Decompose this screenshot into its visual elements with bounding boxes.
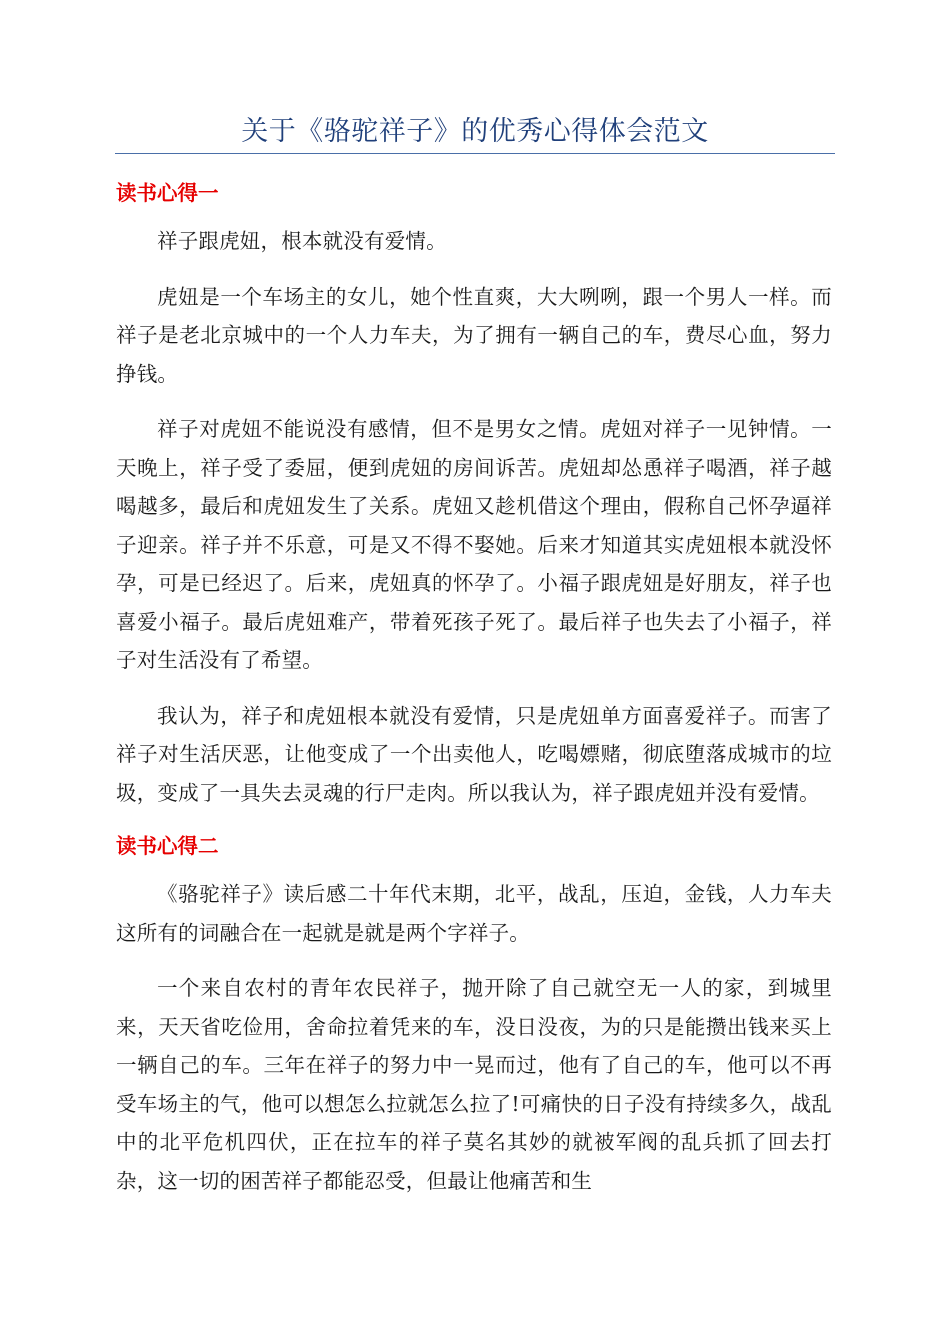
title-underline (115, 153, 835, 154)
section-heading: 读书心得一 (116, 181, 219, 205)
paragraph: 祥子对虎妞不能说没有感情，但不是男女之情。虎妞对祥子一见钟情。一天晚上，祥子受了委屈，便到虎妞的房间诉苦。虎妞却怂恿祥子喝酒，祥子越喝越多，最后和虎妞发生了关系。虎妞又趁机借这个理由，假称自己怀孕逼祥子迎亲。祥子并不乐意，可是又不得不娶她。后来才知道其实虎妞根本就没怀孕，可是已经迟了。后来，虎妞真的怀孕了。小福子跟虎妞是好朋友，祥子也喜爱小福子。最后虎妞难产，带着死孩子死了。最后祥子也失去了小福子，祥子对生活没有了希望。 (116, 417, 832, 672)
section-reading-notes-1 (116, 176, 832, 812)
document-body (116, 176, 832, 1217)
paragraph: 我认为，祥子和虎妞根本就没有爱情，只是虎妞单方面喜爱祥子。而害了祥子对生活厌恶，让他变成了一个出卖他人，吃喝嫖赌，彻底堕落成城市的垃圾，变成了一具失去灵魂的行尸走肉。所以我认为，祥子跟虎妞并没有爱情。 (116, 703, 832, 805)
paragraph: 虎妞是一个车场主的女儿，她个性直爽，大大咧咧，跟一个男人一样。而祥子是老北京城中的一个人力车夫，为了拥有一辆自己的车，费尽心血，努力挣钱。 (116, 284, 832, 386)
section-reading-notes-2 (116, 829, 832, 1200)
paragraph: 《骆驼祥子》读后感二十年代末期，北平，战乱，压迫，金钱，人力车夫这所有的词融合在一起就是就是两个字祥子。 (116, 882, 832, 945)
paragraph: 一个来自农村的青年农民祥子，抛开除了自己就空无一人的家，到城里来，天天省吃俭用，舍命拉着凭来的车，没日没夜，为的只是能攒出钱来买上一辆自己的车。三年在祥子的努力中一晃而过，他有了自己的车，他可以不再受车场主的气，他可以想怎么拉就怎么拉了!可痛快的日子没有持续多久，战乱中的北平危机四伏，正在拉车的祥子莫名其妙的就被军阀的乱兵抓了回去打杂，这一切的困苦祥子都能忍受，但最让他痛苦和生 (116, 976, 832, 1193)
paragraph: 祥子跟虎妞，根本就没有爱情。 (157, 229, 447, 253)
document-title: 关于《骆驼祥子》的优秀心得体会范文 (241, 116, 709, 147)
section-heading: 读书心得二 (116, 834, 219, 858)
